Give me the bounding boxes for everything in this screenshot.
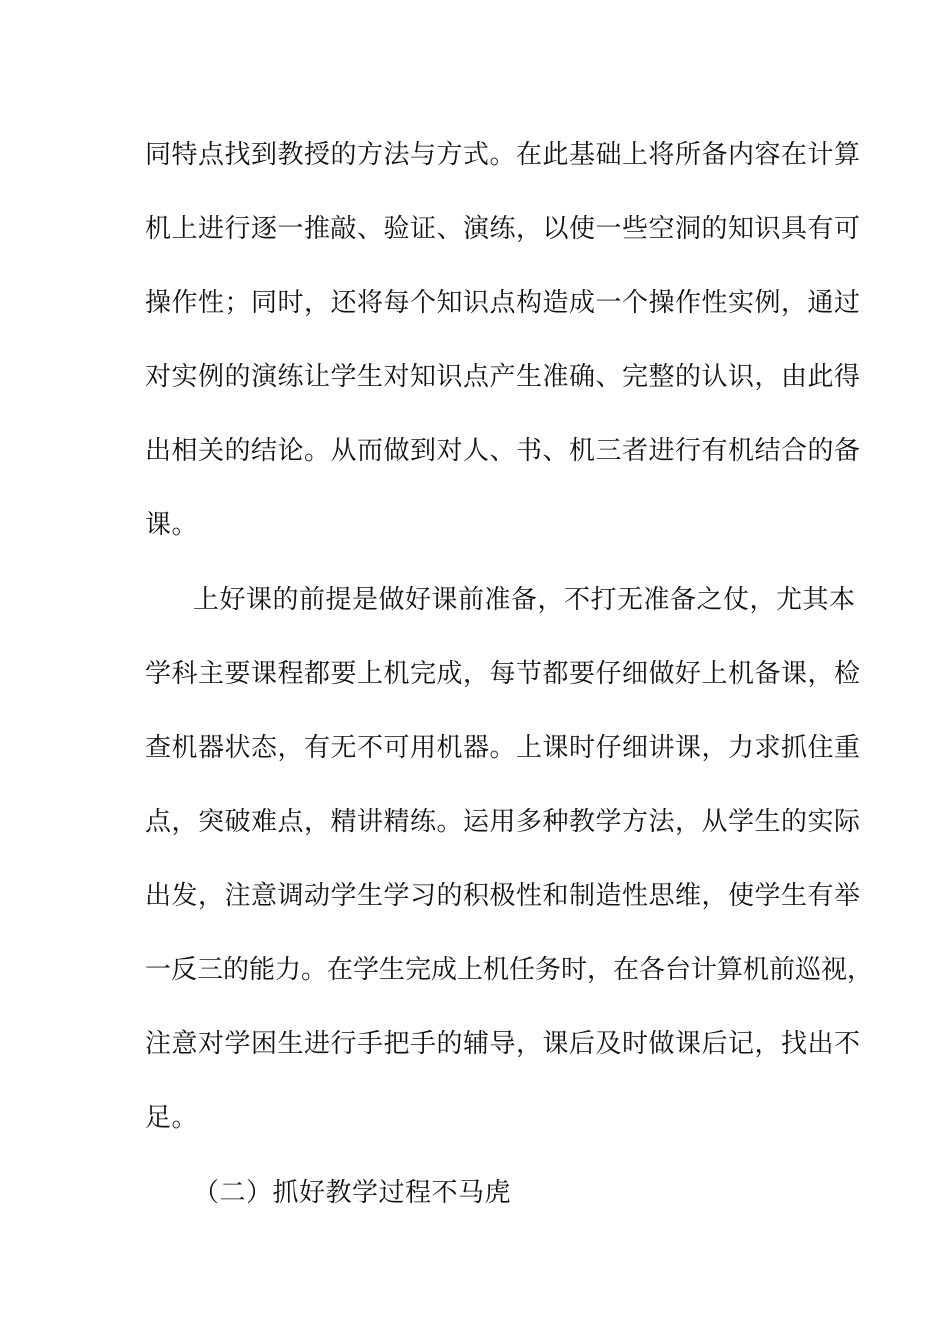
text-line: 点，突破难点，精讲精练。运用多种教学方法，从学生的实际	[145, 807, 861, 837]
text-line: 课。	[145, 510, 199, 540]
text-line: 出发，注意调动学生学习的积极性和制造性思维，使学生有举	[145, 881, 861, 911]
text-line: 一反三的能力。在学生完成上机任务时，在各台计算机前巡视，	[145, 955, 874, 985]
text-line: 同特点找到教授的方法与方式。在此基础上将所备内容在计算	[145, 140, 861, 170]
text-line: 上好课的前提是做好课前准备，不打无准备之仗，尤其本	[193, 585, 856, 615]
text-line: 操作性；同时，还将每个知识点构造成一个操作性实例，通过	[145, 288, 861, 318]
text-line: 机上进行逐一推敲、验证、演练，以使一些空洞的知识具有可	[145, 214, 861, 244]
section-heading: （二）抓好教学过程不马虎	[193, 1178, 512, 1208]
text-line: 出相关的结论。从而做到对人、书、机三者进行有机结合的备	[145, 436, 861, 466]
text-line: 查机器状态，有无不可用机器。上课时仔细讲课，力求抓住重	[145, 733, 861, 763]
text-line: 足。	[145, 1103, 199, 1133]
text-line: 注意对学困生进行手把手的辅导，课后及时做课后记，找出不	[145, 1029, 861, 1059]
text-line: 学科主要课程都要上机完成，每节都要仔细做好上机备课，检	[145, 659, 861, 689]
text-line: 对实例的演练让学生对知识点产生准确、完整的认识，由此得	[145, 362, 861, 392]
